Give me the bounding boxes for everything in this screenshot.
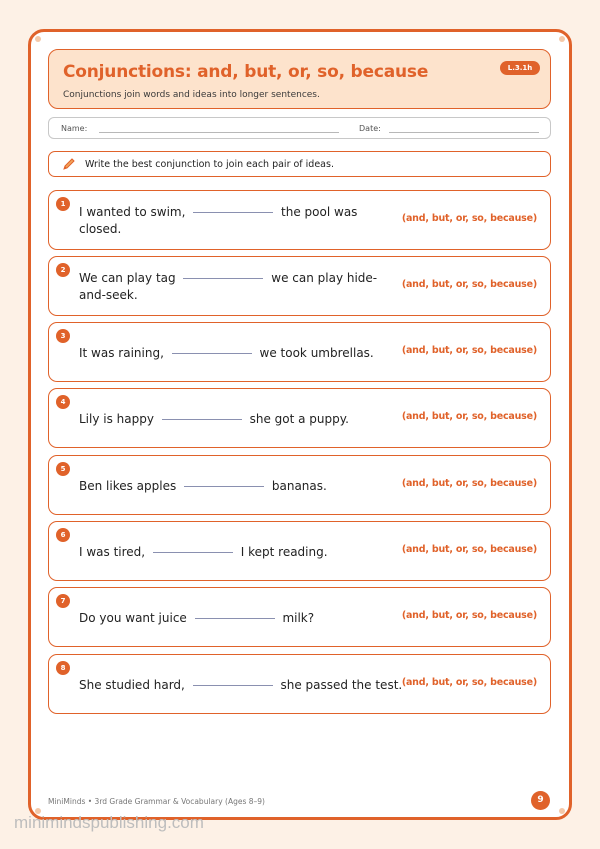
sentence-part: I kept reading. xyxy=(236,545,328,559)
sentence-part: Lily is happy xyxy=(79,412,158,426)
conjunction-options: (and, but, or, so, because) xyxy=(401,610,537,621)
answer-blank[interactable] xyxy=(193,685,273,686)
pencil-icon xyxy=(62,157,76,171)
sentence-part: I wanted to swim, xyxy=(79,205,190,219)
sentence-part: Do you want juice xyxy=(79,611,191,625)
question-sentence xyxy=(79,204,379,238)
name-label: Name: xyxy=(61,124,88,133)
instruction-text: Write the best conjunction to join each pair of ideas. xyxy=(85,159,334,170)
question-sentence xyxy=(79,411,379,428)
question-sentence xyxy=(79,610,379,627)
sentence-part: we took umbrellas. xyxy=(255,346,374,360)
sentence-part: she got a puppy. xyxy=(245,412,349,426)
question-sentence xyxy=(79,270,379,304)
sentence-part: we can play hide-and-seek. xyxy=(79,271,378,302)
answer-blank[interactable] xyxy=(162,419,242,420)
conjunction-options: (and, but, or, so, because) xyxy=(401,279,537,290)
answer-blank[interactable] xyxy=(184,486,264,487)
page-number: 9 xyxy=(531,791,550,810)
date-field[interactable] xyxy=(389,132,539,133)
sentence-part: She studied hard, xyxy=(79,678,189,692)
standard-badge: L.3.1h xyxy=(500,61,540,75)
question-card xyxy=(48,322,551,382)
page-title: Conjunctions: and, but, or, so, because xyxy=(63,62,429,82)
corner-dot xyxy=(559,808,565,814)
conjunction-options: (and, but, or, so, because) xyxy=(401,411,537,422)
page-subtitle: Conjunctions join words and ideas into longer sentences. xyxy=(63,90,320,100)
worksheet-header xyxy=(48,49,551,109)
answer-blank[interactable] xyxy=(172,353,252,354)
corner-dot xyxy=(559,36,565,42)
answer-blank[interactable] xyxy=(193,212,273,213)
conjunction-options: (and, but, or, so, because) xyxy=(401,478,537,489)
question-number: 6 xyxy=(56,528,70,542)
answer-blank[interactable] xyxy=(183,278,263,279)
question-card xyxy=(48,256,551,316)
sentence-part: milk? xyxy=(278,611,315,625)
watermark: minimindspublishing.com xyxy=(14,813,204,832)
question-sentence xyxy=(79,677,409,694)
sentence-part: I was tired, xyxy=(79,545,149,559)
question-number: 7 xyxy=(56,594,70,608)
name-field[interactable] xyxy=(99,132,339,133)
question-sentence xyxy=(79,478,379,495)
question-number: 5 xyxy=(56,462,70,476)
question-sentence xyxy=(79,544,379,561)
question-card xyxy=(48,654,551,714)
question-number: 3 xyxy=(56,329,70,343)
conjunction-options: (and, but, or, so, because) xyxy=(401,345,537,356)
question-number: 4 xyxy=(56,395,70,409)
question-number: 1 xyxy=(56,197,70,211)
question-sentence xyxy=(79,345,379,362)
footer-credit: MiniMinds • 3rd Grade Grammar & Vocabulary (Ages 8–9) xyxy=(48,797,265,806)
question-card xyxy=(48,521,551,581)
sentence-part: the pool was closed. xyxy=(79,205,358,236)
conjunction-options: (and, but, or, so, because) xyxy=(401,213,537,224)
sentence-part: Ben likes apples xyxy=(79,479,181,493)
name-date-bar xyxy=(48,117,551,139)
question-number: 8 xyxy=(56,661,70,675)
conjunction-options: (and, but, or, so, because) xyxy=(401,677,537,688)
sentence-part: bananas. xyxy=(268,479,327,493)
question-number: 2 xyxy=(56,263,70,277)
sentence-part: It was raining, xyxy=(79,346,168,360)
question-card xyxy=(48,587,551,647)
sentence-part: We can play tag xyxy=(79,271,180,285)
corner-dot xyxy=(35,36,41,42)
answer-blank[interactable] xyxy=(195,618,275,619)
date-label: Date: xyxy=(359,124,381,133)
sentence-part: she passed the test. xyxy=(276,678,403,692)
answer-blank[interactable] xyxy=(153,552,233,553)
question-card xyxy=(48,455,551,515)
instruction-box xyxy=(48,151,551,177)
conjunction-options: (and, but, or, so, because) xyxy=(401,544,537,555)
question-card xyxy=(48,190,551,250)
question-card xyxy=(48,388,551,448)
